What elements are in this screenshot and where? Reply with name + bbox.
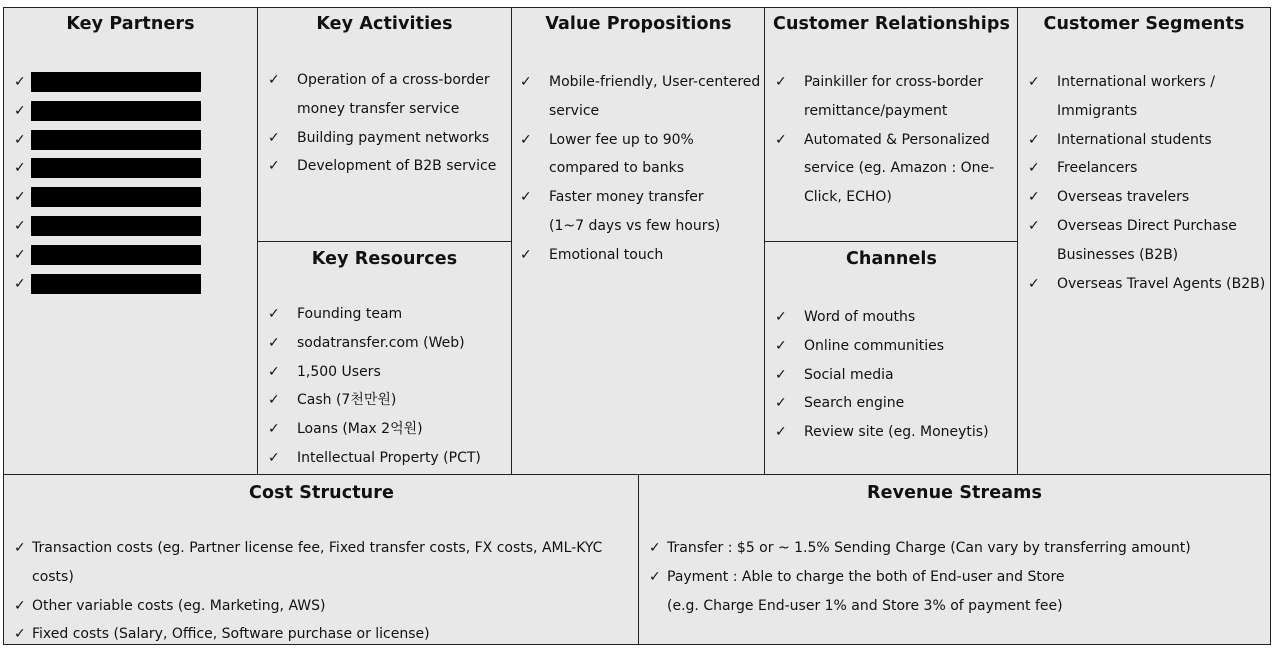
checkmark-icon: ✓ [775, 366, 787, 383]
list-item-text: Word of mouths [804, 309, 916, 325]
list-item-text: International workers / [1057, 74, 1216, 90]
channels-panel [764, 241, 1019, 475]
checkmark-icon: ✓ [14, 626, 26, 643]
list-item [1028, 270, 1265, 299]
checkmark-icon: ✓ [520, 131, 532, 148]
channels-title: Channels [845, 249, 938, 269]
checkmark-icon: ✓ [1028, 131, 1040, 148]
key-partners-item [14, 126, 201, 155]
list-item-text: 1,500 Users [297, 363, 381, 380]
list-item-text: Overseas Travel Agents (B2B) [1057, 275, 1266, 292]
list-item-text: Search engine [804, 395, 905, 412]
list-item-text: Emotional touch [549, 246, 664, 263]
redacted-partner-bar [31, 101, 201, 121]
list-item [520, 183, 760, 241]
list-item-text: Building payment networks [297, 129, 490, 146]
customer-relationships-panel [764, 7, 1019, 243]
redacted-partner-bar [31, 274, 201, 294]
list-item-text: Transfer : $5 or ~ 1.5% Sending Charge (Can vary by transferring amount) [667, 540, 1191, 556]
list-item-text: Online communities [804, 337, 945, 354]
checkmark-icon: ✓ [1028, 189, 1040, 206]
list-item [268, 415, 481, 444]
redacted-partner-bar [31, 158, 201, 178]
list-item [1028, 68, 1265, 126]
checkmark-icon: ✓ [268, 72, 280, 88]
list-item-text: Overseas travelers [1057, 189, 1190, 206]
list-item-text: Lower fee up to 90% [549, 131, 694, 148]
list-item-text: Faster money transfer [549, 189, 704, 206]
checkmark-icon: ✓ [268, 129, 280, 146]
key-partners-item [14, 212, 201, 241]
value-propositions-list [520, 68, 760, 270]
checkmark-icon: ✓ [1028, 217, 1040, 234]
cost-structure-panel [3, 474, 640, 645]
list-item [268, 152, 496, 181]
list-item-text: Founding team [297, 306, 403, 322]
customer-segments-panel [1017, 7, 1271, 475]
list-item-text: service [549, 102, 600, 119]
checkmark-icon: ✓ [268, 334, 280, 351]
list-item [775, 126, 994, 212]
list-item-text: Freelancers [1057, 160, 1138, 177]
list-item [775, 332, 989, 361]
key-partners-item [14, 68, 201, 97]
key-partners-panel [3, 7, 258, 475]
list-item-text: Overseas Direct Purchase [1057, 217, 1237, 234]
checkmark-icon: ✓ [14, 74, 26, 90]
list-item [268, 124, 496, 153]
list-item [268, 300, 481, 329]
list-item-text: Businesses (B2B) [1057, 246, 1179, 263]
checkmark-icon: ✓ [649, 568, 661, 585]
key-partners-item [14, 183, 201, 212]
list-item [775, 303, 989, 332]
checkmark-icon: ✓ [14, 131, 26, 148]
list-item [649, 534, 1191, 563]
checkmark-icon: ✓ [1028, 275, 1040, 292]
checkmark-icon: ✓ [775, 337, 787, 354]
list-item [268, 358, 481, 387]
checkmark-icon: ✓ [268, 306, 280, 322]
list-item-text: Immigrants [1057, 102, 1138, 119]
list-item-text: Transaction costs (eg. Partner license fee, Fixed transfer costs, FX costs, AML-KYC costs) [32, 540, 603, 585]
list-item [268, 329, 481, 358]
checkmark-icon: ✓ [775, 424, 787, 441]
checkmark-icon: ✓ [268, 392, 280, 409]
checkmark-icon: ✓ [520, 74, 532, 90]
list-item [775, 389, 989, 418]
cost-structure-list [14, 534, 639, 649]
key-activities-title: Key Activities [316, 14, 453, 34]
list-item [1028, 212, 1265, 270]
checkmark-icon: ✓ [775, 395, 787, 412]
list-item-text: (e.g. Charge End-user 1% and Store 3% of payment fee) [667, 597, 1063, 614]
list-item-text: compared to banks [549, 160, 685, 177]
list-item [14, 592, 639, 621]
checkmark-icon: ✓ [520, 246, 532, 263]
list-item [1028, 126, 1265, 155]
checkmark-icon: ✓ [268, 449, 280, 466]
list-item-text: Automated & Personalized [804, 131, 990, 148]
key-partners-list [14, 68, 201, 298]
redacted-partner-bar [31, 130, 201, 150]
list-item-text: Other variable costs (eg. Marketing, AWS) [32, 597, 326, 614]
key-partners-item [14, 154, 201, 183]
list-item [520, 241, 760, 270]
checkmark-icon: ✓ [649, 540, 661, 556]
list-item-text: remittance/payment [804, 102, 948, 119]
list-item-text: Painkiller for cross-border [804, 74, 984, 90]
checkmark-icon: ✓ [1028, 74, 1040, 90]
list-item-text: Development of B2B service [297, 158, 497, 175]
checkmark-icon: ✓ [268, 421, 280, 438]
list-item [520, 126, 760, 184]
value-propositions-title: Value Propositions [545, 14, 732, 34]
key-partners-title: Key Partners [66, 14, 195, 34]
redacted-partner-bar [31, 72, 201, 92]
list-item [268, 66, 496, 124]
list-item-text: (1~7 days vs few hours) [549, 217, 721, 234]
list-item-text: Loans (Max 2억원) [297, 421, 423, 438]
key-activities-list [268, 66, 496, 181]
key-partners-item [14, 97, 201, 126]
list-item [268, 444, 481, 473]
list-item [268, 386, 481, 415]
customer-relationships-list [775, 68, 994, 212]
list-item-text: money transfer service [297, 100, 460, 117]
list-item-text: service (eg. Amazon : One- [804, 160, 995, 177]
list-item-text: Intellectual Property (PCT) [297, 449, 481, 466]
list-item-text: Fixed costs (Salary, Office, Software purchase or license) [32, 626, 430, 643]
revenue-streams-title: Revenue Streams [867, 483, 1042, 503]
checkmark-icon: ✓ [14, 102, 26, 119]
checkmark-icon: ✓ [1028, 160, 1040, 177]
value-propositions-panel [511, 7, 766, 475]
checkmark-icon: ✓ [14, 540, 26, 556]
list-item-text: Cash (7천만원) [297, 392, 397, 409]
checkmark-icon: ✓ [775, 74, 787, 90]
checkmark-icon: ✓ [775, 131, 787, 148]
revenue-streams-list [649, 534, 1191, 620]
checkmark-icon: ✓ [775, 309, 787, 325]
list-item [520, 68, 760, 126]
checkmark-icon: ✓ [268, 158, 280, 175]
redacted-partner-bar [31, 216, 201, 236]
checkmark-icon: ✓ [268, 363, 280, 380]
list-item [1028, 183, 1265, 212]
list-item-text: Click, ECHO) [804, 189, 892, 206]
list-item [775, 418, 989, 447]
key-resources-title: Key Resources [311, 249, 458, 269]
revenue-streams-panel [638, 474, 1271, 645]
customer-relationships-title: Customer Relationships [773, 14, 1010, 34]
redacted-partner-bar [31, 245, 201, 265]
list-item-text: Review site (eg. Moneytis) [804, 424, 989, 441]
list-item [1028, 154, 1265, 183]
list-item-text: Mobile-friendly, User-centered [549, 74, 761, 90]
channels-list [775, 303, 989, 447]
key-activities-panel [257, 7, 512, 243]
customer-segments-title: Customer Segments [1043, 14, 1245, 34]
redacted-partner-bar [31, 187, 201, 207]
key-partners-item [14, 270, 201, 299]
checkmark-icon: ✓ [14, 275, 26, 292]
checkmark-icon: ✓ [14, 246, 26, 263]
list-item [775, 361, 989, 390]
list-item-text: International students [1057, 131, 1212, 148]
checkmark-icon: ✓ [14, 189, 26, 206]
checkmark-icon: ✓ [14, 597, 26, 614]
checkmark-icon: ✓ [14, 217, 26, 234]
list-item-text: Payment : Able to charge the both of End-user and Store [667, 568, 1065, 585]
key-resources-list [268, 300, 481, 473]
list-item-text: Operation of a cross-border [297, 72, 490, 88]
customer-segments-list [1028, 68, 1265, 298]
cost-structure-title: Cost Structure [249, 483, 394, 503]
checkmark-icon: ✓ [520, 189, 532, 206]
key-partners-item [14, 241, 201, 270]
list-item [14, 534, 639, 592]
key-resources-panel [257, 241, 512, 475]
list-item-text: Social media [804, 366, 894, 383]
list-item [775, 68, 994, 126]
list-item-text: sodatransfer.com (Web) [297, 334, 465, 351]
list-item [649, 563, 1191, 621]
checkmark-icon: ✓ [14, 160, 26, 177]
